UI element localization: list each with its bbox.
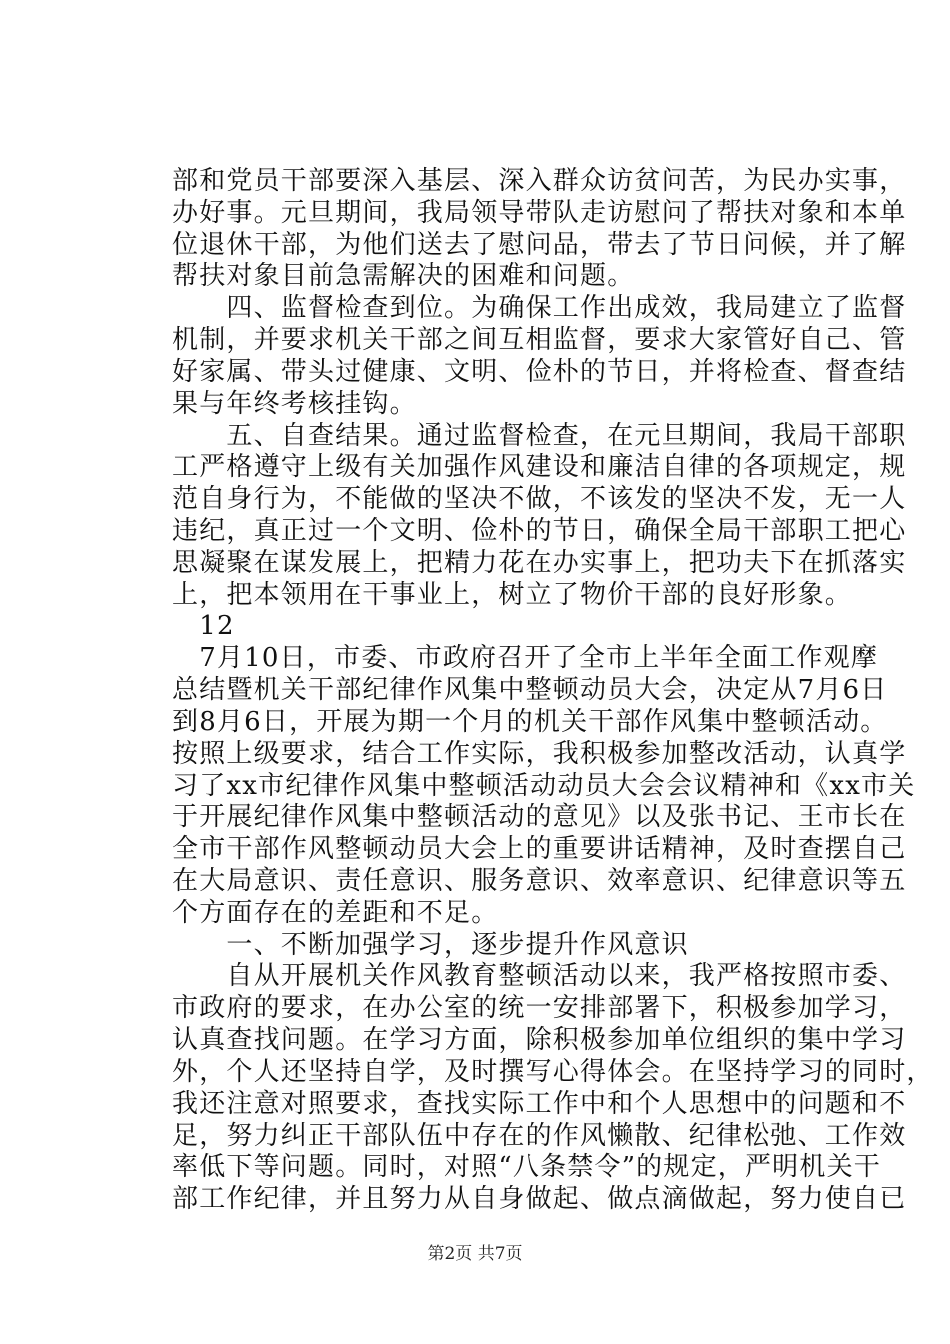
text-line: 我还注意对照要求，查找实际工作中和个人思想中的问题和不 (172, 1088, 907, 1119)
text-line: 总结暨机关干部纪律作风集中整顿动员大会，决定从7月6日 (172, 675, 888, 706)
text-line: 机制，并要求机关干部之间互相监督，要求大家管好自己、管 (172, 325, 907, 356)
text-line: 好家属、带头过健康、文明、俭朴的节日，并将检查、督查结 (172, 356, 907, 387)
text-line: 果与年终考核挂钩。 (172, 388, 417, 419)
text-line: 足，努力纠正干部队伍中存在的作风懒散、纪律松弛、工作效 (172, 1120, 907, 1151)
text-line: 部工作纪律，并且努力从自身做起、做点滴做起，努力使自已 (172, 1184, 907, 1215)
page-footer: 第2页 共7页 (427, 1244, 523, 1264)
text-line: 范自身行为，不能做的坚决不做，不该发的坚决不发，无一人 (172, 484, 907, 515)
text-line: 习了xx市纪律作风集中整顿活动动员大会会议精神和《xx市关 (172, 770, 916, 801)
text-line: 按照上级要求，结合工作实际，我积极参加整改活动，认真学 (172, 738, 907, 769)
text-line: 到8月6日，开展为期一个月的机关干部作风集中整顿活动。 (172, 706, 888, 737)
text-line: 外，个人还坚持自学，及时撰写心得体会。在坚持学习的同时， (172, 1056, 934, 1087)
text-line: 全市干部作风整顿动员大会上的重要讲话精神，及时查摆自己 (172, 834, 907, 865)
text-line: 个方面存在的差距和不足。 (172, 897, 499, 928)
text-line: 思凝聚在谋发展上，把精力花在办实事上，把功夫下在抓落实 (172, 547, 907, 578)
text-line: 7月10日，市委、市政府召开了全市上半年全面工作观摩 (172, 643, 879, 674)
text-line: 市政府的要求，在办公室的统一安排部署下，积极参加学习， (172, 993, 907, 1024)
text-line: 四、监督检查到位。为确保工作出成效，我局建立了监督 (172, 293, 907, 324)
text-line: 于开展纪律作风集中整顿活动的意见》以及张书记、王市长在 (172, 802, 907, 833)
text-line: 上，把本领用在干事业上，树立了物价干部的良好形象。 (172, 579, 853, 610)
text-line: 违纪，真正过一个文明、俭朴的节日，确保全局干部职工把心 (172, 516, 907, 546)
text-line: 12 (172, 611, 235, 642)
text-line: 认真查找问题。在学习方面，除积极参加单位组织的集中学习 (172, 1025, 907, 1056)
text-line: 办好事。元旦期间，我局领导带队走访慰问了帮扶对象和本单 (172, 197, 907, 228)
text-line: 工严格遵守上级有关加强作风建设和廉洁自律的各项规定，规 (172, 452, 907, 483)
text-line: 自从开展机关作风教育整顿活动以来，我严格按照市委、 (172, 961, 907, 992)
text-line: 在大局意识、责任意识、服务意识、效率意识、纪律意识等五 (172, 866, 907, 896)
text-line: 位退休干部，为他们送去了慰问品，带去了节日问候，并了解 (172, 229, 907, 260)
text-line: 率低下等问题。同时，对照“八条禁令”的规定，严明机关干 (172, 1152, 881, 1183)
text-line: 部和党员干部要深入基层、深入群众访贫问苦，为民办实事， (172, 166, 907, 196)
text-line: 一、不断加强学习，逐步提升作风意识 (172, 929, 689, 960)
text-line: 五、自查结果。通过监督检查，在元旦期间，我局干部职 (172, 420, 907, 451)
text-line: 帮扶对象目前急需解决的困难和问题。 (172, 261, 635, 292)
